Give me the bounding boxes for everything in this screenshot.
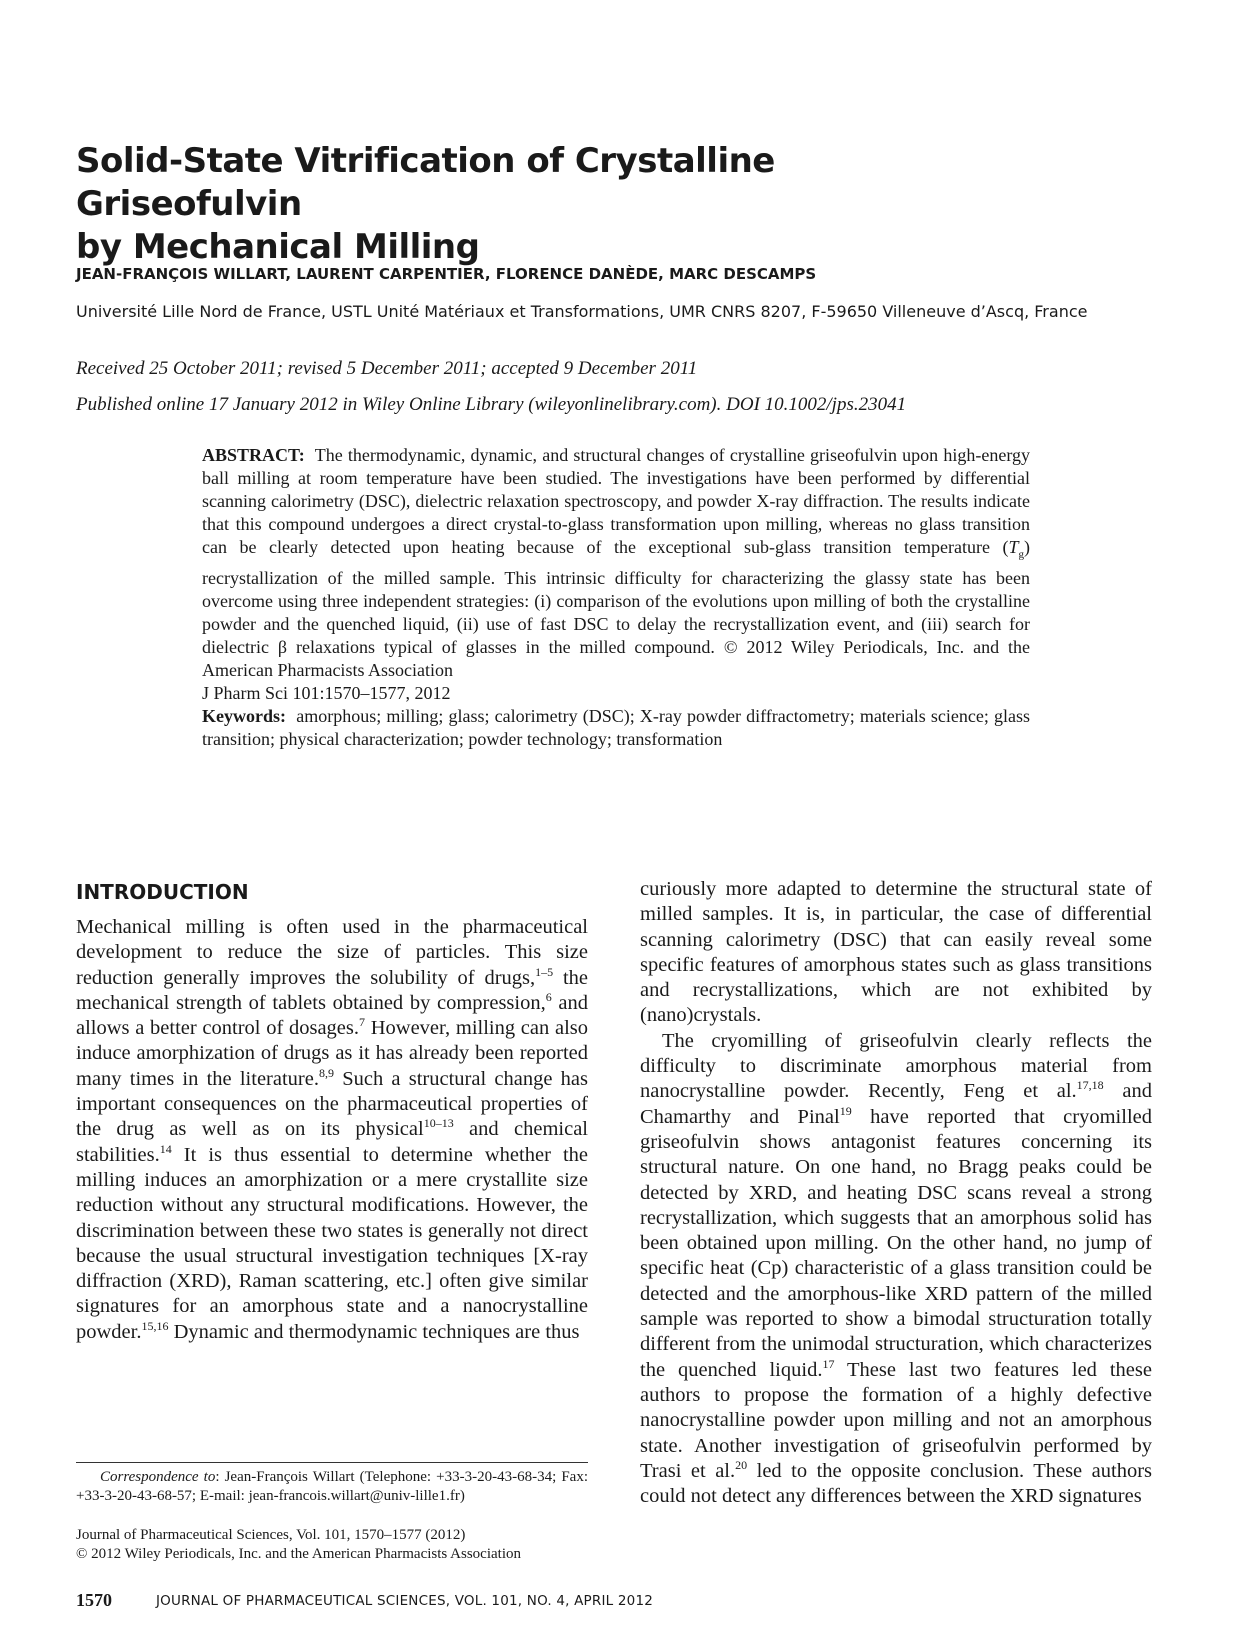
citation-ref: 1–5: [535, 964, 554, 979]
abstract-body: [202, 444, 1030, 682]
citation-ref: 17: [822, 1356, 835, 1371]
citation-ref: 20: [735, 1458, 748, 1472]
abstract-citation: J Pharm Sci 101:1570–1577, 2012: [202, 682, 451, 703]
page-number: 1570: [76, 1590, 112, 1610]
citation-ref: 10–13: [423, 1116, 454, 1131]
citation-ref: 19: [839, 1103, 852, 1118]
section-heading-introduction: INTRODUCTION: [76, 880, 249, 904]
tg-subscript: g: [1018, 548, 1024, 561]
paper-title: [76, 140, 976, 269]
abstract-label: ABSTRACT:: [202, 445, 305, 465]
footnote-divider: [76, 1462, 588, 1463]
received-dates: Received 25 October 2011; revised 5 December 2011; accepted 9 December 2011: [76, 358, 698, 379]
intro-right-column: [640, 877, 1152, 1509]
publication-info: Published online 17 January 2012 in Wiley Online Library (wileyonlinelibrary.com). DOI 10.1002/jps.23041: [76, 394, 907, 415]
journal-info: [76, 1526, 596, 1564]
correspondence-label: Correspondence to: [100, 1469, 216, 1485]
intro-right-paragraph-2: The cryomilling of griseofulvin clearly reflects the difficulty to discriminate amorphous material from nanocrystalline powder. Recently, Feng et al.$^{17,18}$ and Chamarthy and Pinal$^{19}$ have reported that cryomilled griseofulvin shows antagonist features concerning its structural nature. On one hand, no Bragg peaks could be detected by XRD, and heating DSC scans reveal a strong recrystallization, which suggests that an amorphous solid has been obtained upon milling. On the other hand, no jump of specific heat (Cp) characteristic of a glass transition could be detected and the amorphous-like XRD pattern of the milled sample was reported to show a bimodal structuration totally different from the unimodal structuration, which characterizes the quenched liquid.$^{17}$ These last two features led these authors to propose the formation of a highly defective nanocrystalline powder upon milling and not an amorphous state. Another investigation of griseofulvin performed by Trasi et al.$^{20}$ led to the opposite conclusion. These authors could not detect any differences between the XRD signatures: [640, 1029, 1152, 1508]
citation-ref: 6: [545, 990, 552, 1005]
title-line-1: Solid-State Vitrification of Crystalline Griseofulvin: [76, 141, 775, 224]
intro-left-column: [76, 915, 588, 1345]
citation-ref: 7: [359, 1015, 366, 1030]
citation-ref: 17,18: [1076, 1078, 1104, 1093]
keywords: [202, 705, 1030, 751]
intro-right-paragraph-1: curiously more adapted to determine the structural state of milled samples. It is, in particular, the case of differential scanning calorimetry (DSC) that can easily reveal some specific features of amorphous states such as glass transitions and recrystallizations, which are not exhibited by (nano)crystals.: [640, 878, 1152, 1027]
abstract-text-part2: ) recrystallization of the milled sample. This intrinsic difficulty for characterizing the glassy state has been overcome using three independent strategies: (i) comparison of the evolutions upon milling of both the crystalline powder and the quenched liquid, (ii) use of fast DSC to delay the recrystallization event, and (iii) search for dielectric β relaxations typical of glasses in the milled compound. © 2012 Wiley Periodicals, Inc. and the American Pharmacists Association: [202, 537, 1030, 680]
affiliation: Université Lille Nord de France, USTL Unité Matériaux et Transformations, UMR CNRS 8207, F-59650 Villeneuve d’Ascq, France: [76, 302, 1088, 321]
keywords-label: Keywords:: [202, 705, 286, 726]
abstract: [202, 444, 1030, 751]
correspondence-text: : Jean-François Willart (Telephone: +33-3-20-43-68-34; Fax: +33-3-20-43-68-57; E-mail: jean-francois.willart@univ-lille1.fr): [76, 1469, 588, 1504]
correspondence-footnote: [76, 1468, 588, 1506]
abstract-text-part1: The thermodynamic, dynamic, and structural changes of crystalline griseofulvin upon high-energy ball milling at room temperature have been studied. The investigations have been performed by differential scanning calorimetry (DSC), dielectric relaxation spectroscopy, and powder X-ray diffraction. The results indicate that this compound undergoes a direct crystal-to-glass transformation upon milling, whereas no glass transition can be clearly detected upon heating because of the exceptional sub-glass transition temperature (: [202, 445, 1030, 557]
citation-ref: 15,16: [141, 1318, 169, 1333]
tg-symbol: T: [1008, 537, 1019, 557]
keywords-text: amorphous; milling; glass; calorimetry (DSC); X-ray powder diffractometry; materials science; glass transition; physical characterization; powder technology; transformation: [202, 705, 1031, 749]
citation-ref: 8,9: [318, 1065, 334, 1080]
author-list: JEAN-FRANÇOIS WILLART, LAURENT CARPENTIER, FLORENCE DANÈDE, MARC DESCAMPS: [76, 265, 817, 283]
intro-left-paragraph: Mechanical milling is often used in the pharmaceutical development to reduce the size of particles. This size reduction generally improves the solubility of drugs,$^{1-5}$ the mechanical strength of tablets obtained by compression,$^6$ and allows a better control of dosages.$^7$ However, milling can also induce amorphization of drugs as it has already been reported many times in the literature.$^{8,9}$ Such a structural change has important consequences on the pharmaceutical properties of the drug as well as on its physical$^{10-13}$ and chemical stabilities.$^{14}$ It is thus essential to determine whether the milling induces an amorphization or a mere crystallite size reduction without any structural modifications. However, the discrimination between these two states is generally not direct because the usual structural investigation techniques [X-ray diffraction (XRD), Raman scattering, etc.] often give similar signatures for an amorphous state and a nanocrystalline powder.$^{15,16}$ Dynamic and thermodynamic techniques are thus: [76, 916, 589, 1343]
title-line-2: by Mechanical Milling: [76, 227, 480, 267]
journal-info-line-1: Journal of Pharmaceutical Sciences, Vol. 101, 1570–1577 (2012): [76, 1527, 466, 1543]
journal-info-line-2: © 2012 Wiley Periodicals, Inc. and the American Pharmacists Association: [76, 1546, 522, 1562]
citation-ref: 14: [159, 1141, 172, 1156]
running-footer: JOURNAL OF PHARMACEUTICAL SCIENCES, VOL. 101, NO. 4, APRIL 2012: [156, 1593, 654, 1609]
